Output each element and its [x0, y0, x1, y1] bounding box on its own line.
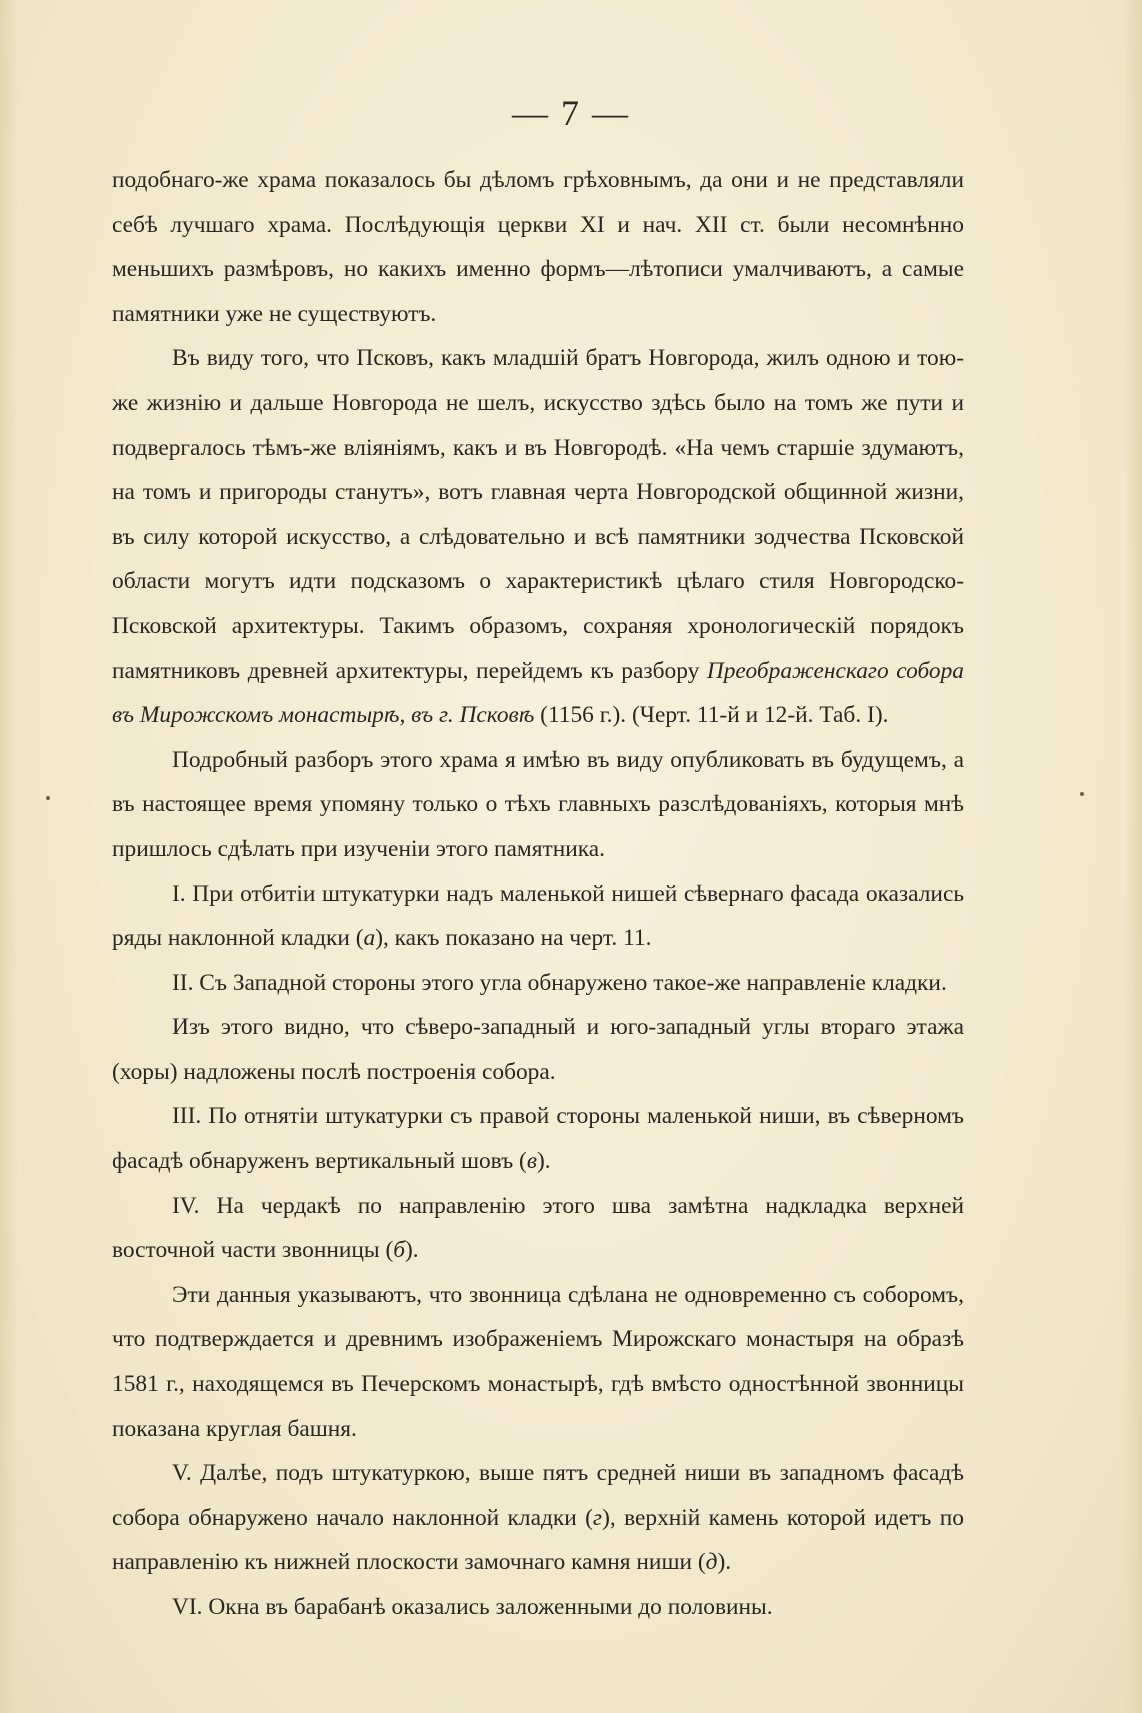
paragraph-7-italic: в	[526, 1148, 538, 1175]
paragraph-8-text: IV. На чердакѣ по направленію этого шва замѣтна надкладка верхней восточной части звонницы (	[112, 1192, 964, 1264]
page-number: — 7 —	[512, 93, 630, 133]
paragraph-4	[112, 872, 964, 961]
paragraph-11: VI. Окна въ барабанѣ оказались заложенными до половины.	[172, 1594, 773, 1620]
paragraph-2	[112, 336, 964, 737]
paragraph-8-italic: б	[393, 1237, 406, 1264]
paragraph-7	[112, 1094, 964, 1183]
paragraph-10-italic-2: д	[705, 1549, 718, 1576]
paragraph-4-tail: ), какъ показано на черт. 11.	[375, 925, 652, 952]
paragraph-9: Эти данныя указываютъ, что звонница сдѣлана не одновременно съ соборомъ, что подтверждается и древнимъ изображеніемъ Мирожскаго монастыря на образѣ 1581 г., находящемся въ Печерскомъ монастырѣ, гдѣ вмѣсто одностѣнной звонницы показана круглая башня.	[112, 1281, 964, 1442]
margin-speck	[1080, 792, 1084, 796]
body-text	[112, 158, 964, 1630]
paragraph-8	[112, 1184, 964, 1273]
paragraph-10-italic: г	[592, 1504, 603, 1531]
page-edge-right	[1124, 0, 1142, 1713]
paragraph-7-tail: ).	[537, 1148, 551, 1175]
page-edge-left	[0, 0, 18, 1713]
paragraph-10-tail: ).	[717, 1549, 732, 1576]
paragraph-10-text: V. Далѣе, подъ штукатуркою, выше пятъ средней ниши въ западномъ фасадѣ собора обнаружено начало наклонной кладки (	[112, 1460, 964, 1531]
paragraph-4-text: I. При отбитіи штукатурки надъ маленькой нишей сѣвернаго фасада оказались ряды наклонной кладки (	[112, 880, 964, 952]
paragraph-7-text: III. По отнятіи штукатурки съ правой стороны маленькой ниши, въ сѣверномъ фасадѣ обнаруженъ вертикальный шовъ (	[112, 1103, 964, 1175]
paragraph-10	[112, 1451, 964, 1585]
paragraph-5: II. Съ Западной стороны этого угла обнаружено такое-же направленіе кладки.	[172, 969, 947, 996]
paragraph-8-tail: ).	[405, 1237, 419, 1264]
paragraph-3: Подробный разборъ этого храма я имѣю въ виду опубликовать въ будущемъ, а въ настоящее время упомяну только о тѣхъ главныхъ разслѣдованіяхъ, которыя мнѣ пришлось сдѣлать при изученіи этого памятника.	[112, 746, 964, 862]
paragraph-1: подобнаго-же храма показалось бы дѣломъ грѣховнымъ, да они и не представляли себѣ лучшаго храма. Послѣдующія церкви XI и нач. XII ст. были несомнѣнно меньшихъ размѣровъ, но какихъ именно формъ—лѣтописи умалчиваютъ, а самые памятники уже не существуютъ.	[112, 167, 964, 327]
paragraph-2-italic: Преображенскаго собора въ Мирожскомъ монастырѣ, въ г. Псковѣ	[112, 657, 964, 729]
paragraph-10-middle: ), верхній камень которой идетъ по направленію къ нижней плоскости замочнаго камня ниши (	[112, 1504, 964, 1576]
margin-speck	[46, 796, 50, 800]
paragraph-6: Изъ этого видно, что сѣверо-западный и юго-западный углы втораго этажа (хоры) надложены послѣ построенія собора.	[112, 1014, 964, 1085]
paragraph-2-text: Въ виду того, что Псковъ, какъ младшій братъ Новгорода, жилъ одною и тою-же жизнію и дальше Новгорода не шелъ, искусство здѣсь было на томъ же пути и подвергалось тѣмъ-же вліяніямъ, какъ и въ Новгородѣ. «На чемъ старшіе здумаютъ, на томъ и пригороды станутъ», вотъ главная черта Новгородской общинной жизни, въ силу которой искусство, а слѣдовательно и всѣ памятники зодчества Псковской области могутъ идти подсказомъ о характеристикѣ цѣлаго стиля Новгородско-Псковской архитектуры. Такимъ образомъ, сохраняя хронологическій порядокъ памятниковъ древней архитектуры, перейдемъ къ разбору	[112, 345, 964, 684]
paragraph-2-tail: (1156 г.). (Черт. 11-й и 12-й. Таб. I).	[534, 702, 889, 729]
paragraph-4-italic: а	[363, 925, 376, 952]
